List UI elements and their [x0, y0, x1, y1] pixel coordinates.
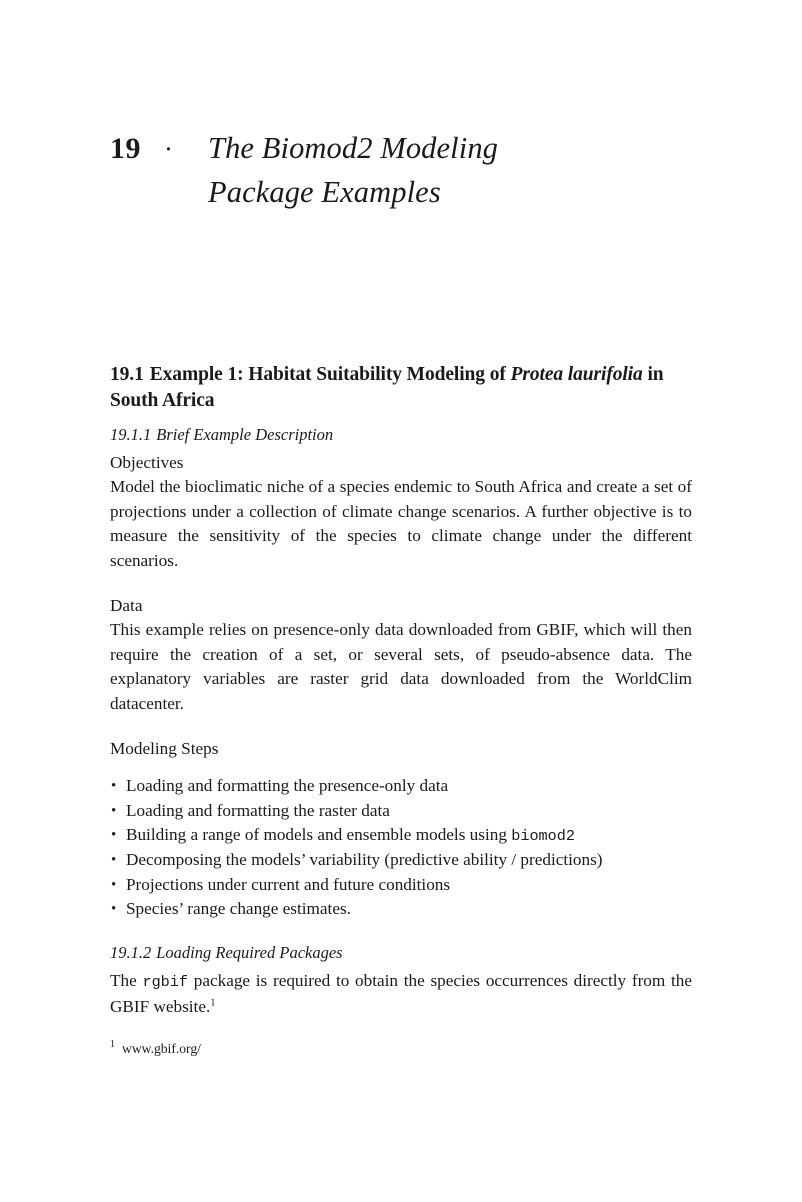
- data-heading: Data: [110, 596, 143, 616]
- data-paragraph: This example relies on presence-only data downloaded from GBIF, which will then require the creation of a set, or several sets, of pseudo-absence data. The explanatory variables are raster grid data downloaded from the WorldClim datacenter.: [110, 620, 692, 713]
- subsection-2-title: Loading Required Packages: [156, 943, 343, 963]
- list-item-text: Building a range of models and ensemble models using: [126, 825, 512, 845]
- list-item-text: Loading and formatting the presence-only data: [126, 776, 449, 796]
- chapter-separator-dot: ·: [164, 134, 173, 164]
- chapter-title-line-1: [110, 126, 710, 170]
- section-title-part-2: in South Africa: [110, 364, 664, 411]
- list-item: [110, 848, 692, 872]
- section-title-species: Protea laurifolia: [510, 364, 643, 385]
- code-rgbif: rgbif: [142, 973, 189, 992]
- chapter-title-text-line-2: Package Examples: [208, 175, 441, 209]
- footnote: [110, 1040, 692, 1058]
- objectives-heading: Objectives: [110, 453, 184, 472]
- list-item: [110, 823, 692, 848]
- chapter-title: [110, 126, 710, 214]
- list-item-text: Loading and formatting the raster data: [126, 800, 390, 820]
- objectives-paragraph: Model the bioclimatic niche of a species endemic to South Africa and create a set of projections under a collection of climate change scenarios. A further objective is to measure the sensitivity of the species to climate change under the different scenarios.: [110, 477, 692, 570]
- body-content: [110, 362, 692, 1019]
- subsection-2-number: 19.1.2: [110, 943, 152, 963]
- section-number: 19.1: [110, 364, 144, 385]
- chapter-number: 19: [110, 132, 141, 165]
- list-item: [110, 774, 692, 798]
- list-item-text: Projections under current and future conditions: [126, 874, 451, 894]
- list-item: [110, 873, 692, 897]
- section-title-part-1: Example 1: Habitat Suitability Modeling of: [149, 364, 506, 385]
- list-item: [110, 799, 692, 823]
- subsection-1-number: 19.1.1: [110, 425, 152, 444]
- packages-text-before: The: [110, 971, 143, 991]
- footnote-number: 1: [110, 1039, 115, 1051]
- subsection-1-title: Brief Example Description: [156, 425, 334, 444]
- chapter-title-text-line-1: The Biomod2 Modeling: [208, 131, 499, 165]
- packages-text-after: package is required to obtain the species occurrences directly from the GBIF website.: [110, 971, 692, 1016]
- list-item: [110, 897, 692, 921]
- subsection-heading-19-1-1: [110, 424, 692, 446]
- packages-paragraph: [110, 969, 692, 1019]
- list-item-text: Decomposing the models’ variability (predictive ability / predictions): [126, 850, 603, 870]
- modeling-steps-heading: Modeling Steps: [110, 739, 219, 759]
- modeling-steps-list: [110, 774, 692, 921]
- code-biomod2: biomod2: [511, 827, 576, 846]
- subsection-heading-19-1-2: [110, 942, 692, 964]
- section-heading-19-1: [110, 362, 692, 414]
- list-item-text: Species’ range change estimates.: [126, 898, 351, 918]
- footnote-text: www.gbif.org/: [122, 1041, 201, 1056]
- footnote-reference-marker[interactable]: 1: [210, 996, 216, 1008]
